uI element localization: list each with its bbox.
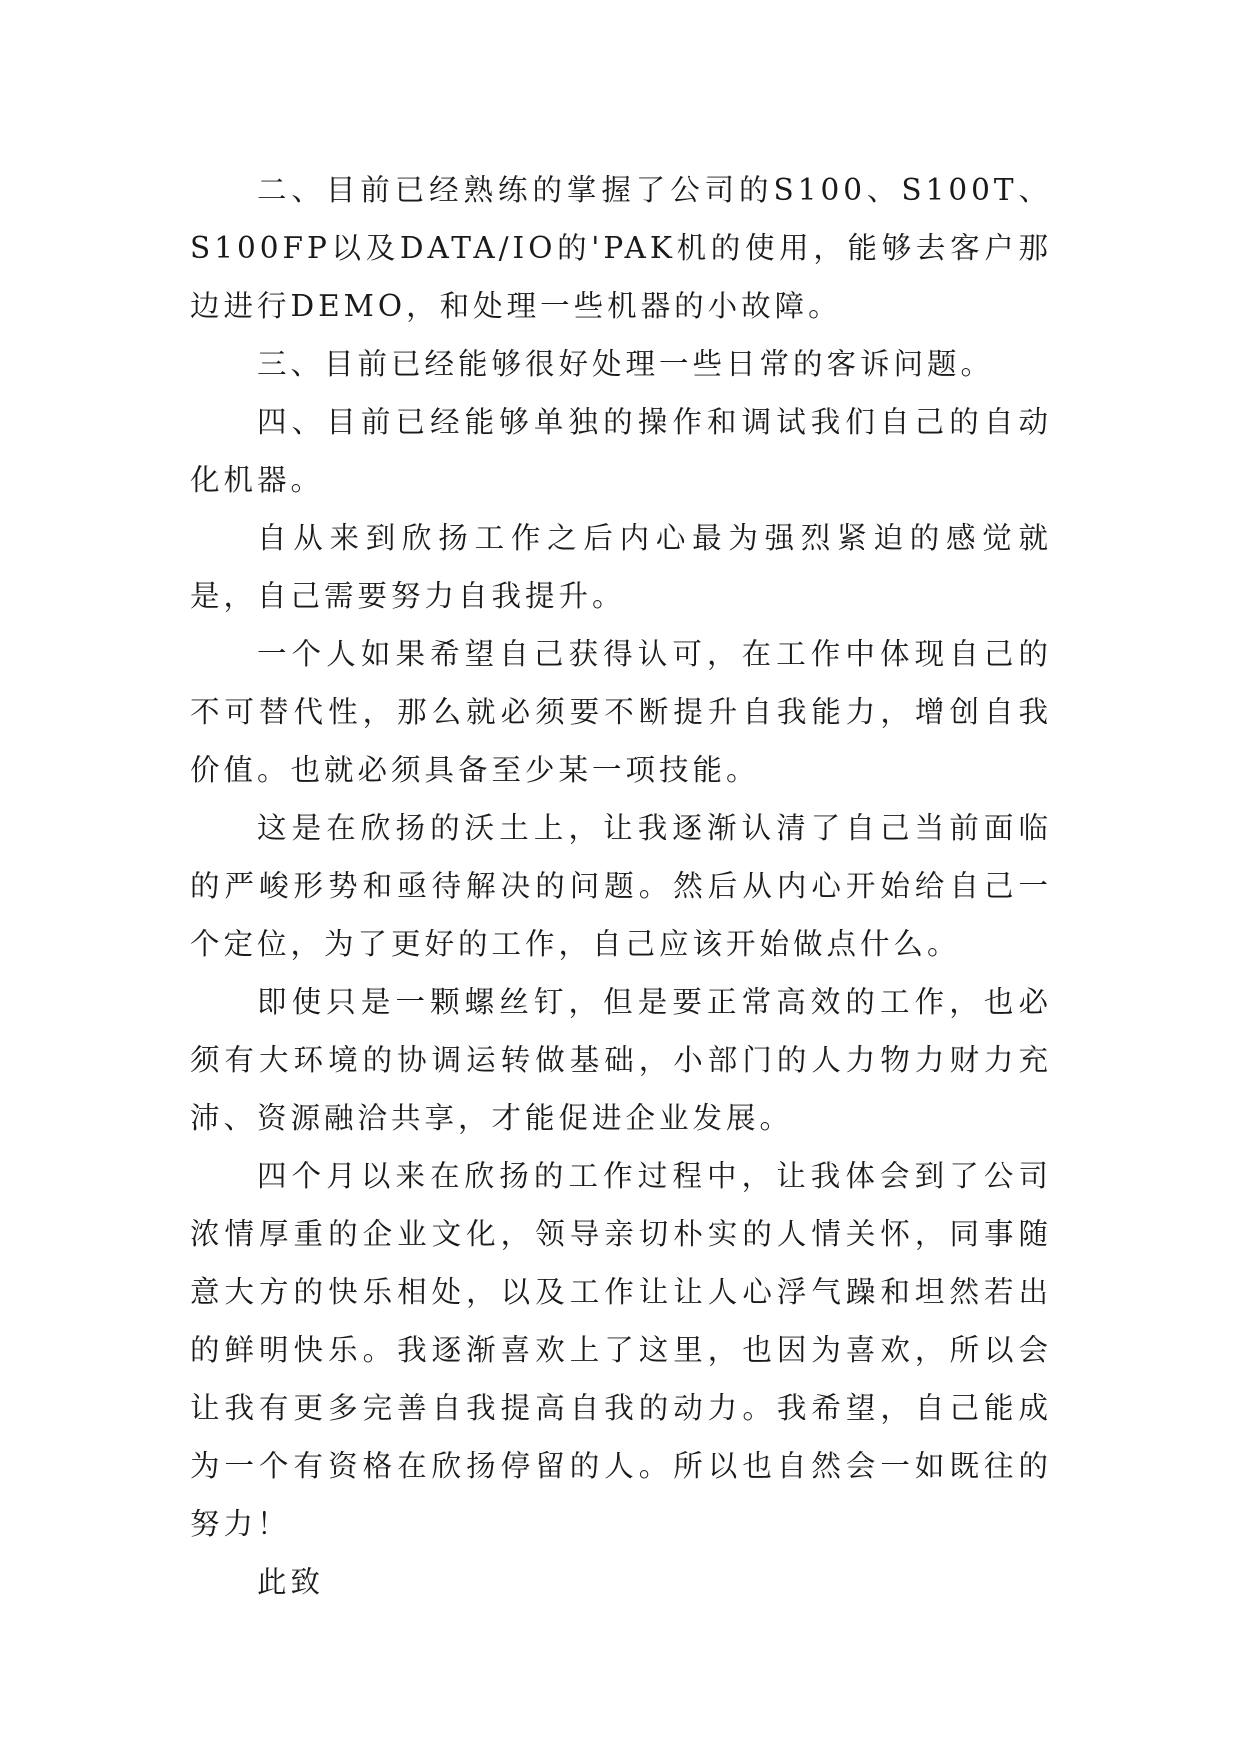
paragraph-irreplaceability: 一个人如果希望自己获得认可，在工作中体现自己的不可替代性，那么就必须要不断提升自我能力，增创自我价值。也就必须具备至少某一项技能。 xyxy=(190,637,1052,787)
paragraph-teamwork: 即使只是一颗螺丝钉，但是要正常高效的工作，也必须有大环境的协调运转做基础，小部门的人力物力财力充沛、资源融洽共享，才能促进企业发展。 xyxy=(190,985,1052,1135)
paragraph-automation-machines: 四、目前已经能够单独的操作和调试我们自己的自动化机器。 xyxy=(190,405,1052,497)
closing-salutation: 此致 xyxy=(257,1565,325,1599)
paragraph-skills-mastered: 二、目前已经熟练的掌握了公司的S100、S100T、S100FP以及DATA/IO的'PAK机的使用，能够去客户那边进行DEMO，和处理一些机器的小故障。 xyxy=(190,173,1052,323)
document-body xyxy=(190,161,1052,1611)
paragraph-four-months-reflection: 四个月以来在欣扬的工作过程中，让我体会到了公司浓情厚重的企业文化，领导亲切朴实的人情关怀，同事随意大方的快乐相处，以及工作让让人心浮气躁和坦然若出的鲜明快乐。我逐渐喜欢上了这里，也因为喜欢，所以会让我有更多完善自我提高自我的动力。我希望，自己能成为一个有资格在欣扬停留的人。所以也自然会一如既往的努力！ xyxy=(190,1159,1052,1541)
paragraph-customer-complaints: 三、目前已经能够很好处理一些日常的客诉问题。 xyxy=(257,347,995,381)
paragraph-self-improvement: 自从来到欣扬工作之后内心最为强烈紧迫的感觉就是，自己需要努力自我提升。 xyxy=(190,521,1052,613)
paragraph-positioning: 这是在欣扬的沃土上，让我逐渐认清了自己当前面临的严峻形势和亟待解决的问题。然后从内心开始给自己一个定位，为了更好的工作，自己应该开始做点什么。 xyxy=(190,811,1052,961)
